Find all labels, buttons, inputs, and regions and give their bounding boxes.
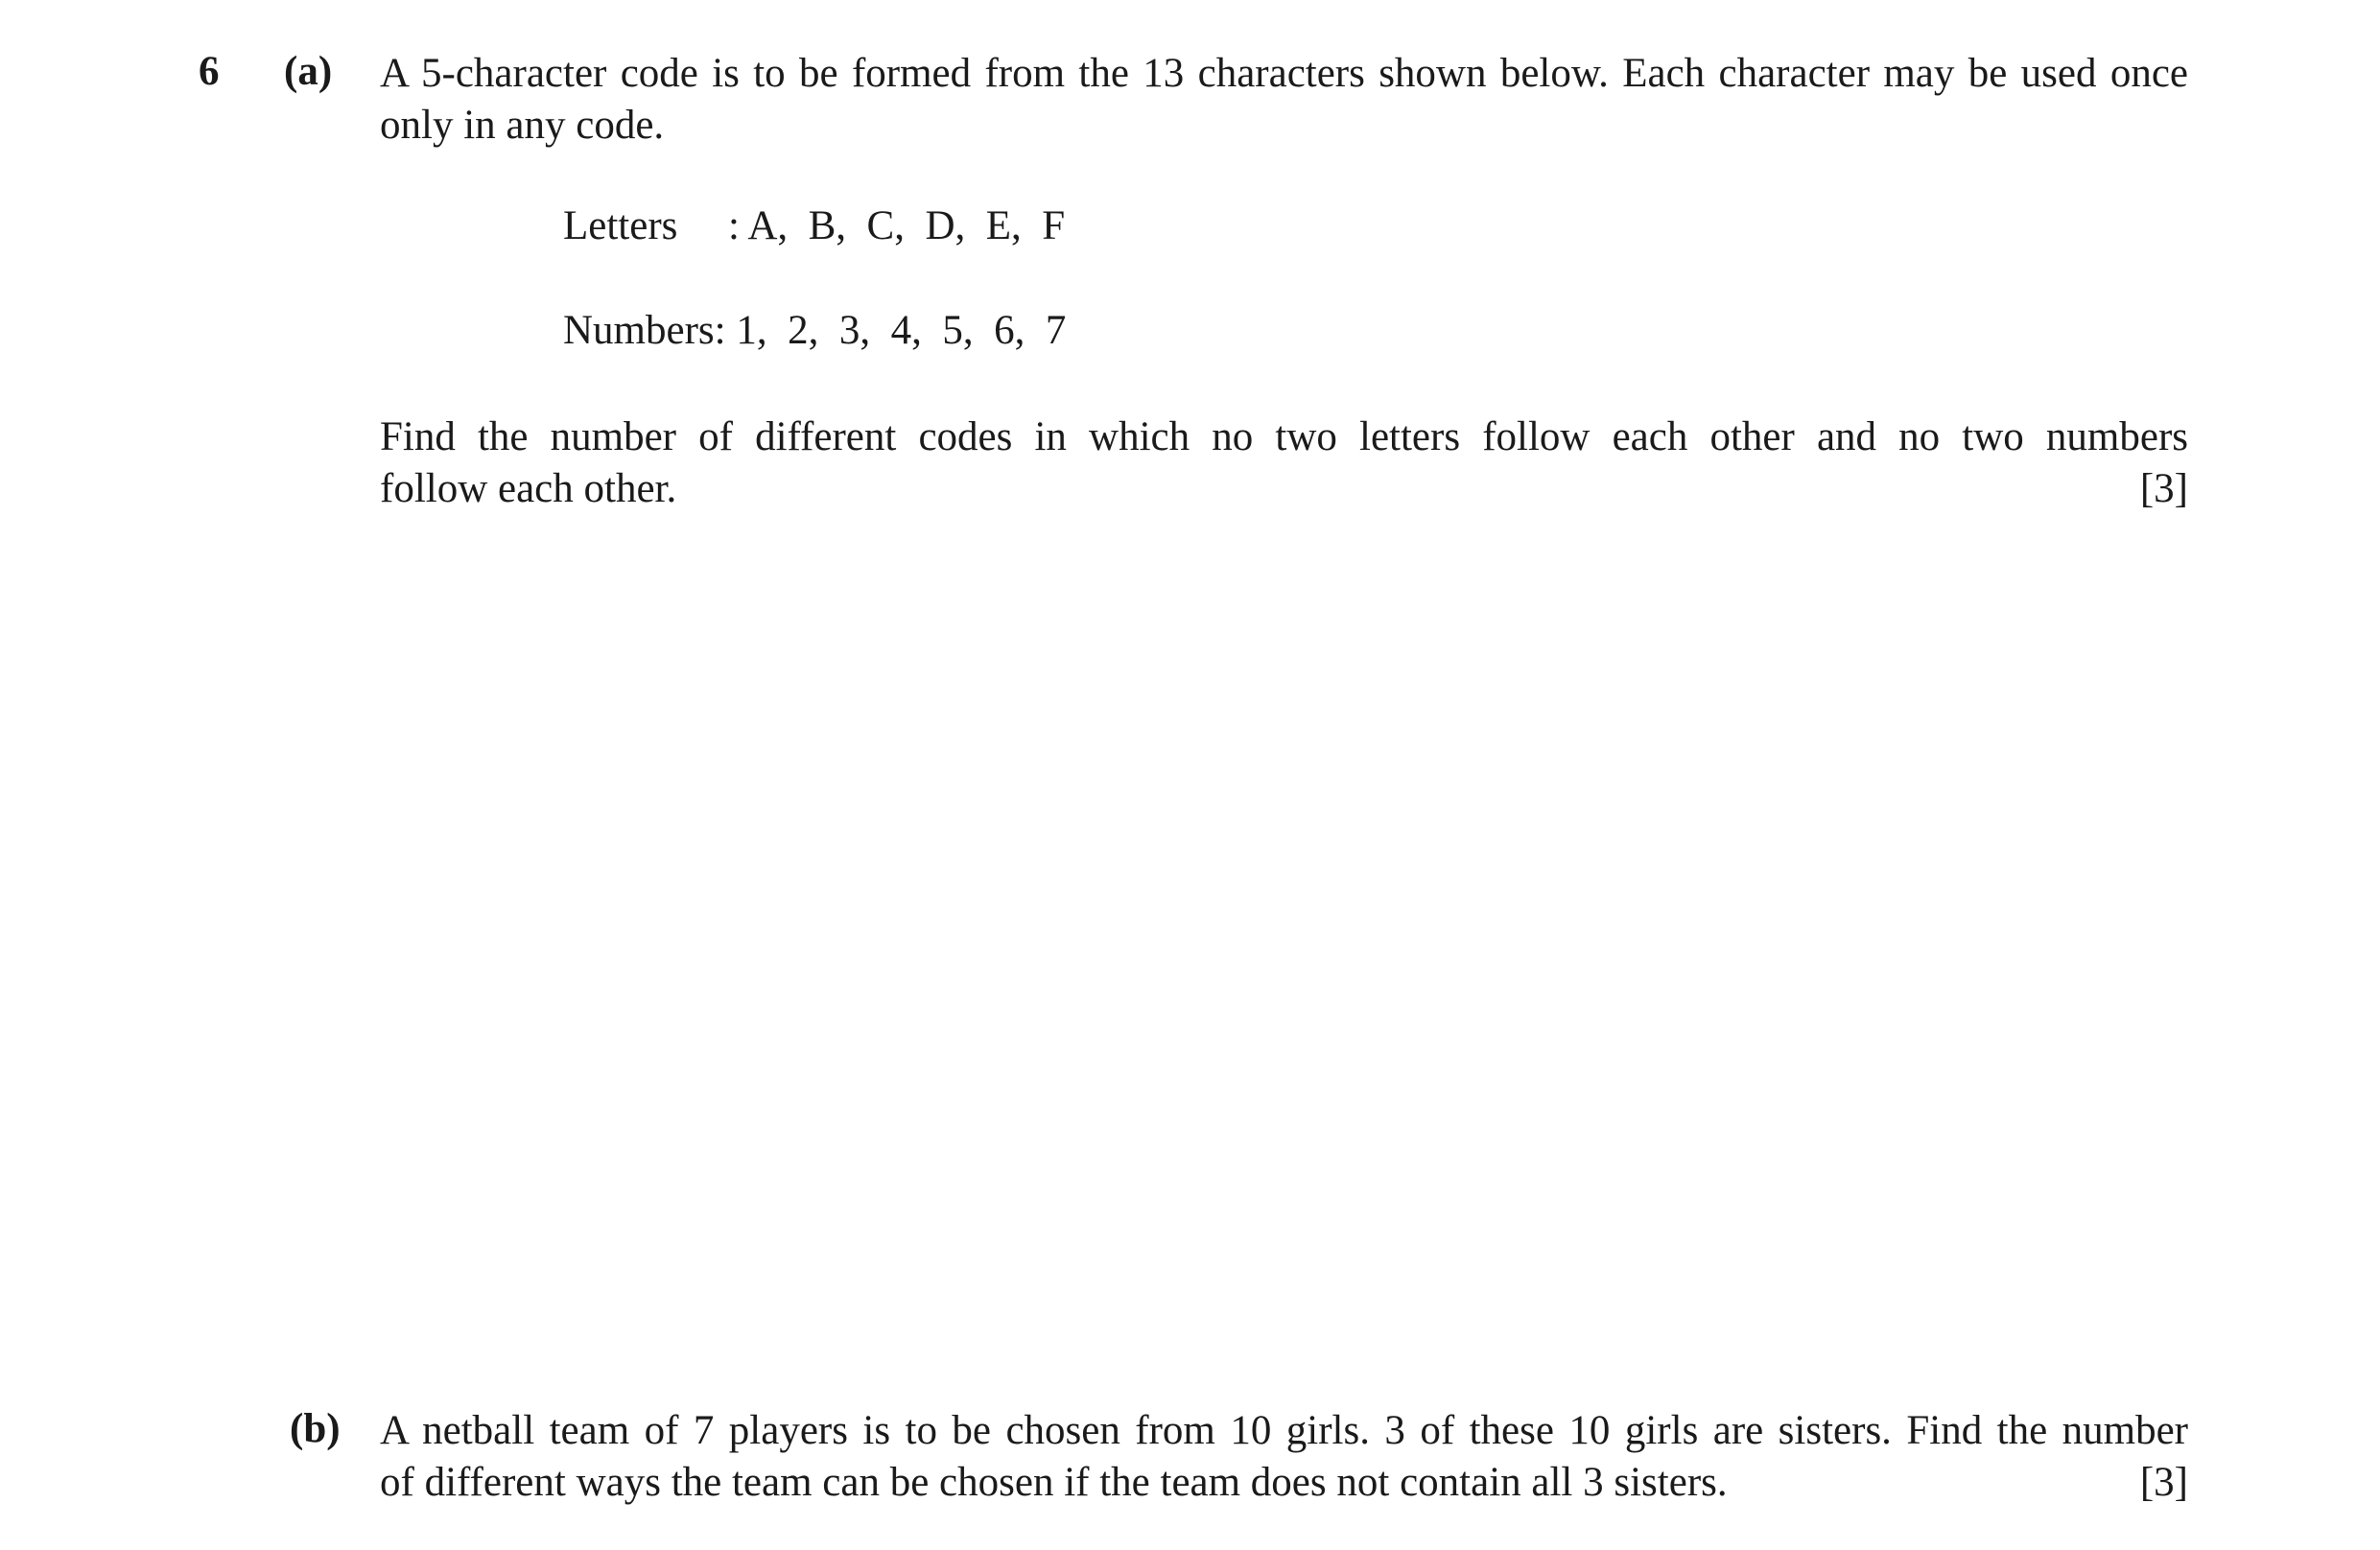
letters-row (563, 202, 1065, 249)
part-a-label: (a) (284, 49, 333, 94)
numbers-values: 1, 2, 3, 4, 5, 6, 7 (736, 308, 1067, 353)
part-a-task-line2-row (380, 463, 2188, 515)
part-b-line2-row (380, 1457, 2188, 1509)
part-b-marks: [3] (2139, 1460, 2188, 1505)
part-a-task-line1: Find the number of different codes in which no two letters follow each other and no two numbers (380, 414, 2188, 459)
part-b-text (380, 1405, 2188, 1509)
part-a-marks: [3] (2139, 466, 2188, 511)
part-a-task-line2: follow each other. (380, 466, 677, 511)
part-b-line1: A netball team of 7 players is to be chosen from 10 girls. 3 of these 10 girls are sisters. Find the number (380, 1408, 2188, 1453)
numbers-label: Numbers: (563, 308, 726, 353)
part-a-task (380, 411, 2188, 515)
part-b-label: (b) (290, 1406, 341, 1451)
part-b-line2: of different ways the team can be chosen if the team does not contain all 3 sisters. (380, 1460, 1728, 1505)
numbers-row (563, 307, 1066, 354)
letters-values: : A, B, C, D, E, F (728, 203, 1066, 248)
part-a-intro: A 5-character code is to be formed from the 13 characters shown below. Each character may be used once only in any code. (380, 51, 2188, 148)
question-number: 6 (199, 49, 220, 94)
letters-label: Letters (563, 203, 678, 248)
